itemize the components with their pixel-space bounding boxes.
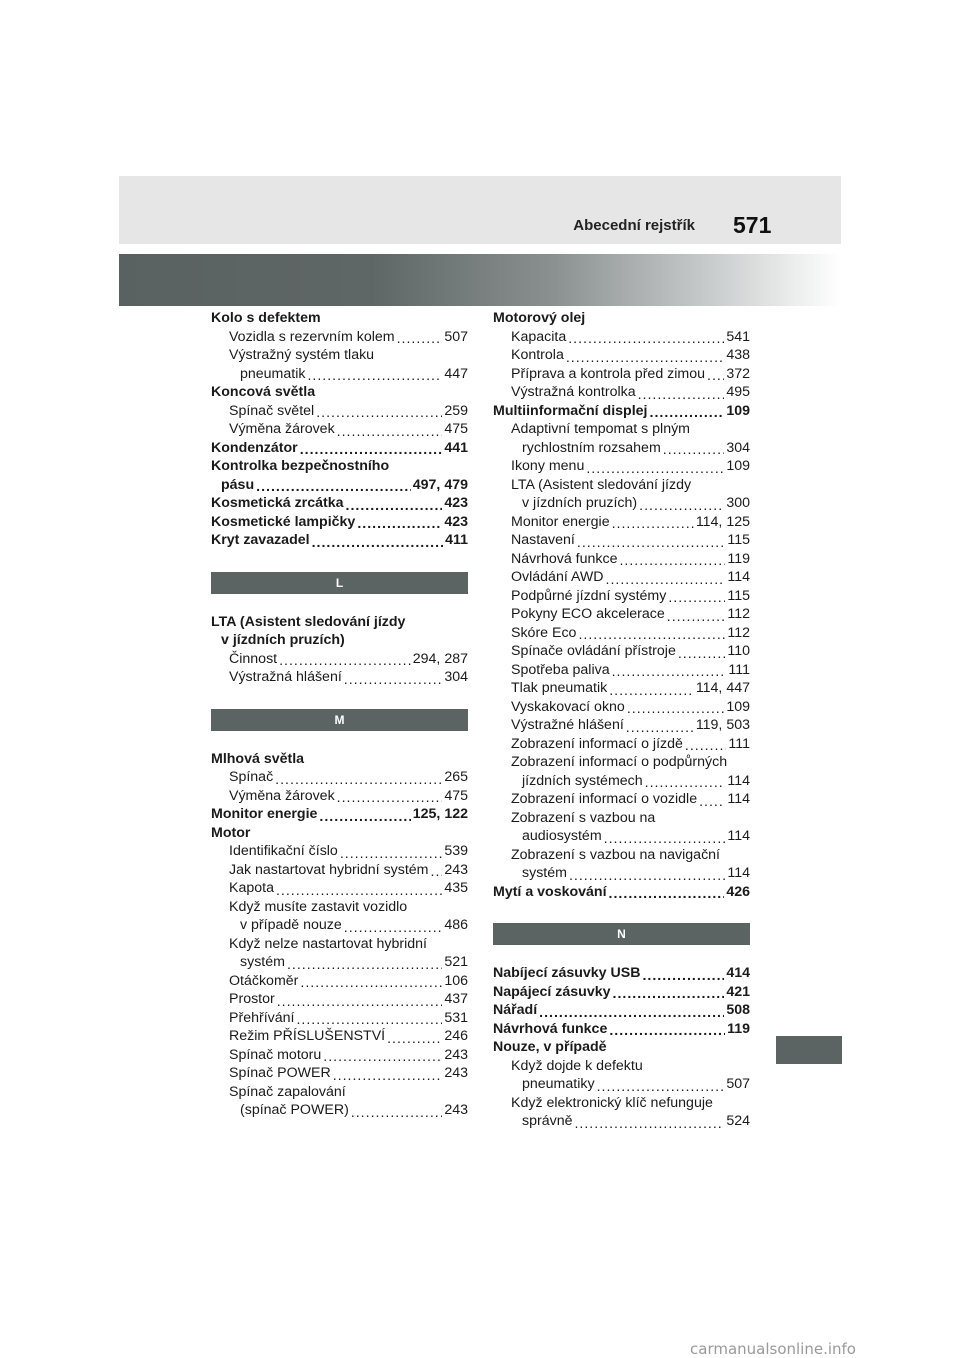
page-reference[interactable]: 114, 447 [695,680,750,696]
dot-leader [707,369,724,383]
page-reference[interactable]: 435 [444,880,468,896]
dot-leader [668,591,725,605]
index-heading [211,439,468,458]
dot-leader [663,443,725,457]
entry-label: Vyskakovací okno [511,698,625,715]
dot-leader [642,969,724,983]
page-reference[interactable]: 300 [726,495,750,511]
dot-leader [319,810,410,824]
entry-label: Multiinformační displej [493,402,648,419]
page-reference[interactable]: 114 [727,791,750,807]
entry-label: Kryt zavazadel [211,532,310,548]
dot-leader [344,673,443,687]
page-reference[interactable]: 106 [444,972,468,989]
index-subentry [493,864,750,883]
index-subentry: Výstražný systém tlaku [229,347,375,363]
dot-leader [568,332,724,346]
index-heading [211,383,468,402]
index-subentry [493,365,750,384]
entry-label: Koncová světla [211,384,316,400]
page-reference[interactable]: 114, 125 [695,513,750,530]
entry-label: pásu [221,476,255,493]
index-column-right [493,309,750,1131]
entry-label: Zobrazení informací o vozidle [511,791,698,807]
dot-leader [312,536,444,550]
dot-leader [619,554,725,568]
entry-label: systém [240,954,285,970]
entry-label: Monitor energie [211,806,318,822]
index-letter-header: L [211,572,468,594]
entry-label: Kapacita [511,328,567,345]
page-reference[interactable]: 125, 122 [412,806,468,822]
entry-label: Zobrazení informací o jízdě [511,735,683,752]
page-reference[interactable]: 111 [728,661,750,678]
page-reference[interactable]: 372 [726,365,750,382]
index-subentry [493,790,750,809]
index-subentry [211,972,468,991]
index-subentry [493,679,750,698]
index-subentry [211,842,468,861]
index-subentry [211,1046,468,1065]
dot-leader [296,1013,442,1027]
dot-leader [566,351,724,365]
dot-leader [586,462,724,476]
dot-leader [431,865,443,879]
section-title: Abecední rejstřík [573,217,695,234]
dot-leader [613,987,725,1001]
dot-leader [300,443,443,457]
page-reference[interactable]: 119, 503 [695,717,750,733]
entry-label: Přehřívání [229,1009,295,1026]
index-subentry [211,365,468,384]
page-reference[interactable]: 441 [444,439,468,456]
index-subentry [493,642,750,661]
index-subentry [211,990,468,1009]
dot-leader [597,1080,725,1094]
index-heading [211,513,468,532]
page-reference[interactable]: 531 [444,1009,468,1026]
page-reference[interactable]: 495 [726,384,750,400]
entry-label: Nabíjecí zásuvky USB [493,965,641,981]
entry-label: jízdních systémech [522,772,643,789]
index-subentry [493,735,750,754]
dot-leader [337,425,443,439]
entry-label: Skóre Eco [511,624,577,641]
page-reference[interactable]: 294, 287 [412,650,468,667]
page-reference[interactable]: 110 [727,643,750,659]
dot-leader [667,610,726,624]
page-reference[interactable]: 246 [444,1028,468,1044]
entry-label: audiosystém [522,828,602,844]
entry-label: Spínač motoru [229,1046,322,1063]
index-subentry [493,661,750,680]
index-heading [493,983,750,1002]
index-column-left [211,309,468,1120]
index-subentry [493,605,750,624]
dot-leader [609,887,725,901]
index-heading [211,805,468,824]
page-reference[interactable]: 524 [726,1113,750,1129]
index-subentry [493,698,750,717]
dot-leader [678,647,726,661]
index-heading [493,1020,750,1039]
index-heading [493,402,750,421]
dot-leader [645,776,726,790]
index-subentry: Spínač zapalování [229,1083,346,1100]
entry-label: Nouze, v případě [493,1039,607,1055]
dot-leader [277,995,443,1009]
entry-label: Podpůrné jízdní systémy [511,587,667,604]
entry-label: systém [522,865,567,881]
dot-leader [276,884,442,898]
entry-label: Identifikační číslo [229,843,338,859]
index-subentry: Adaptivní tempomat s plným [511,421,690,437]
index-letter-header: N [493,923,750,945]
page-reference[interactable]: 475 [444,421,468,437]
index-letter-header: M [211,709,468,731]
dot-leader [346,499,443,513]
index-subentry [493,716,750,735]
page-reference[interactable]: 109 [726,458,750,474]
page-reference[interactable]: 304 [726,439,750,456]
index-subentry [493,587,750,606]
dot-leader [539,1006,724,1020]
page-reference[interactable]: 119 [727,550,750,567]
page-reference[interactable]: 114 [727,569,750,585]
index-heading: LTA (Asistent sledování jízdy [211,613,406,630]
index-heading [493,1001,750,1020]
dot-leader [397,332,443,346]
entry-label: Monitor energie [511,513,610,530]
index-subentry: Když nelze nastartovat hybridní [229,935,427,952]
entry-label: Nastavení [511,532,575,548]
index-subentry [211,787,468,806]
page-reference[interactable]: 304 [444,669,468,685]
index-subentry [211,1101,468,1120]
index-heading [211,824,468,843]
side-index-tab [776,1036,842,1064]
entry-label: Výměna žárovek [229,421,335,437]
entry-label: Kosmetické lampičky [211,513,356,530]
index-subentry [493,457,750,476]
dot-leader [612,517,694,531]
page-reference[interactable]: 437 [444,991,468,1007]
dot-leader [612,665,727,679]
entry-label: Vozidla s rezervním kolem [229,328,395,345]
entry-label: Spínač [229,769,274,785]
dot-leader [569,869,725,883]
index-subentry: Když elektronický klíč nefunguje [511,1094,713,1111]
page-reference[interactable]: 475 [444,787,468,804]
dot-leader [256,480,411,494]
entry-label: Ikony menu [511,458,585,474]
dot-leader [387,1032,442,1046]
entry-label: v případě nouze [240,917,342,933]
page-reference[interactable]: 115 [727,532,750,548]
page-reference[interactable]: 508 [726,1002,750,1018]
watermark: carmanualsonline.info [690,1340,856,1358]
dot-leader [333,1069,443,1083]
index-heading [493,309,750,328]
entry-label: Spínač světel [229,402,315,419]
index-subentry [211,953,468,972]
index-subentry [211,768,468,787]
index-subentry [211,1009,468,1028]
entry-label: Jak nastartovat hybridní systém [229,861,429,878]
index-subentry [493,383,750,402]
dot-leader [340,847,443,861]
entry-label: pneumatiky [522,1076,595,1092]
index-subentry: Zobrazení s vazbou na [511,809,656,826]
index-subentry [493,550,750,569]
index-subentry [211,328,468,347]
page-reference[interactable]: 507 [726,1076,750,1092]
entry-label: Otáčkoměr [229,972,299,989]
dot-leader [279,654,411,668]
page-reference[interactable]: 114 [727,772,750,789]
page-reference[interactable]: 112 [727,624,750,641]
index-subentry: Zobrazení s vazbou na navigační [511,846,721,863]
index-subentry [493,624,750,643]
entry-label: Návrhová funkce [493,1020,608,1037]
index-subentry [493,827,750,846]
page-reference[interactable]: 115 [727,587,750,604]
page-reference[interactable]: 414 [726,965,750,981]
entry-label: Kolo s defektem [211,310,321,326]
index-subentry [493,439,750,458]
dot-leader [685,739,727,753]
index-heading [493,883,750,902]
entry-label: Spínače ovládání přístroje [511,643,676,659]
dot-leader [609,1024,725,1038]
index-subentry [211,1064,468,1083]
entry-label: Činnost [229,650,278,667]
entry-label: Motor [211,824,251,841]
entry-label: Mytí a voskování [493,883,607,900]
index-subentry [211,668,468,687]
page-reference[interactable]: 423 [444,513,468,530]
entry-label: v jízdních pruzích) [522,495,638,511]
entry-label: Spínač POWER [229,1065,331,1081]
dot-leader [344,921,443,935]
entry-label: Návrhová funkce [511,550,618,567]
page-reference[interactable]: 109 [726,698,750,715]
entry-label: Kapota [229,880,274,896]
dot-leader [300,976,442,990]
entry-label: Výměna žárovek [229,787,335,804]
dot-leader [577,536,725,550]
index-subentry [493,1112,750,1131]
dot-leader [275,773,442,787]
index-heading [211,750,468,769]
dot-leader [609,684,694,698]
entry-label: Kontrola [511,347,564,363]
index-subentry [211,420,468,439]
dot-leader [627,702,725,716]
page-reference[interactable]: 243 [444,861,468,878]
page-reference[interactable]: 421 [726,983,750,1000]
page-reference[interactable]: 438 [726,347,750,363]
page-reference[interactable]: 114 [727,865,750,881]
index-heading [493,964,750,983]
dot-leader [357,517,442,531]
page-reference[interactable]: 426 [726,883,750,900]
index-heading [211,476,468,495]
dot-leader [323,1050,442,1064]
dot-leader [606,573,726,587]
entry-label: Příprava a kontrola před zimou [511,365,705,382]
index-heading [211,531,468,550]
index-subentry: Když musíte zastavit vozidlo [229,898,408,915]
dot-leader [638,388,725,402]
index-subentry [211,650,468,669]
dot-leader [639,499,724,513]
header-gradient-band [119,254,841,306]
index-subentry [493,513,750,532]
page-reference[interactable]: 111 [728,735,750,752]
index-subentry [211,861,468,880]
entry-label: Pokyny ECO akcelerace [511,606,665,622]
entry-label: Napájecí zásuvky [493,983,611,1000]
index-heading: Kontrolka bezpečnostního [211,458,390,474]
dot-leader [578,628,725,642]
entry-label: Kosmetická zrcátka [211,495,344,511]
page-number: 571 [733,212,772,238]
entry-label: Spotřeba paliva [511,661,610,678]
index-heading [211,494,468,513]
dot-leader [316,406,442,420]
page-reference[interactable]: 243 [444,1065,468,1081]
entry-label: Ovládání AWD [511,569,604,585]
entry-label: rychlostním rozsahem [522,439,661,456]
index-heading [211,309,468,328]
dot-leader [351,1106,443,1120]
page-reference[interactable]: 541 [726,328,750,345]
page-reference[interactable]: 112 [727,606,750,622]
dot-leader [626,721,694,735]
page-reference[interactable]: 423 [444,495,468,511]
entry-label: Mlhová světla [211,750,305,767]
dot-leader [699,795,725,809]
entry-label: Kondenzátor [211,439,298,456]
entry-label: Výstražná hlášení [229,669,342,685]
page-reference[interactable]: 265 [444,769,468,785]
index-subentry: Zobrazení informací o podpůrných [511,754,728,770]
index-subentry [211,879,468,898]
index-subentry: LTA (Asistent sledování jízdy [511,476,692,493]
index-subentry [493,494,750,513]
page-reference[interactable]: 114 [727,828,750,844]
dot-leader [287,958,442,972]
entry-label: (spínač POWER) [240,1102,349,1118]
page-reference[interactable]: 497, 479 [412,476,468,493]
index-subentry [211,1027,468,1046]
page-reference[interactable]: 119 [727,1020,750,1037]
entry-label: pneumatik [240,365,306,382]
index-subentry [493,568,750,587]
dot-leader [650,406,725,420]
index-heading: v jízdních pruzích) [221,632,345,648]
dot-leader [337,791,443,805]
index-subentry [493,346,750,365]
index-subentry [211,402,468,421]
entry-label: Tlak pneumatik [511,680,608,696]
page-reference[interactable]: 243 [444,1102,468,1118]
entry-label: Nářadí [493,1002,538,1018]
page-reference[interactable]: 486 [444,917,468,933]
entry-label: správně [522,1113,573,1129]
page-reference[interactable]: 259 [444,402,468,419]
page-reference[interactable]: 539 [444,843,468,859]
index-subentry [211,916,468,935]
index-subentry [493,531,750,550]
page-reference[interactable]: 109 [726,402,750,419]
dot-leader [604,832,726,846]
entry-label: Režim PŘÍSLUŠENSTVÍ [229,1028,386,1044]
dot-leader [307,369,442,383]
page-reference[interactable]: 411 [445,532,468,548]
page-reference[interactable]: 243 [444,1046,468,1063]
index-subentry [493,328,750,347]
entry-label: Výstražné hlášení [511,717,624,733]
dot-leader [574,1117,724,1131]
page-reference[interactable]: 507 [444,328,468,345]
index-subentry [493,772,750,791]
page-reference[interactable]: 521 [444,954,468,970]
entry-label: Motorový olej [493,310,586,326]
entry-label: Výstražná kontrolka [511,384,636,400]
entry-label: Prostor [229,991,275,1007]
page-reference[interactable]: 447 [444,365,468,382]
index-subentry: Když dojde k defektu [511,1057,643,1074]
index-heading [493,1038,750,1057]
index-subentry [493,1075,750,1094]
